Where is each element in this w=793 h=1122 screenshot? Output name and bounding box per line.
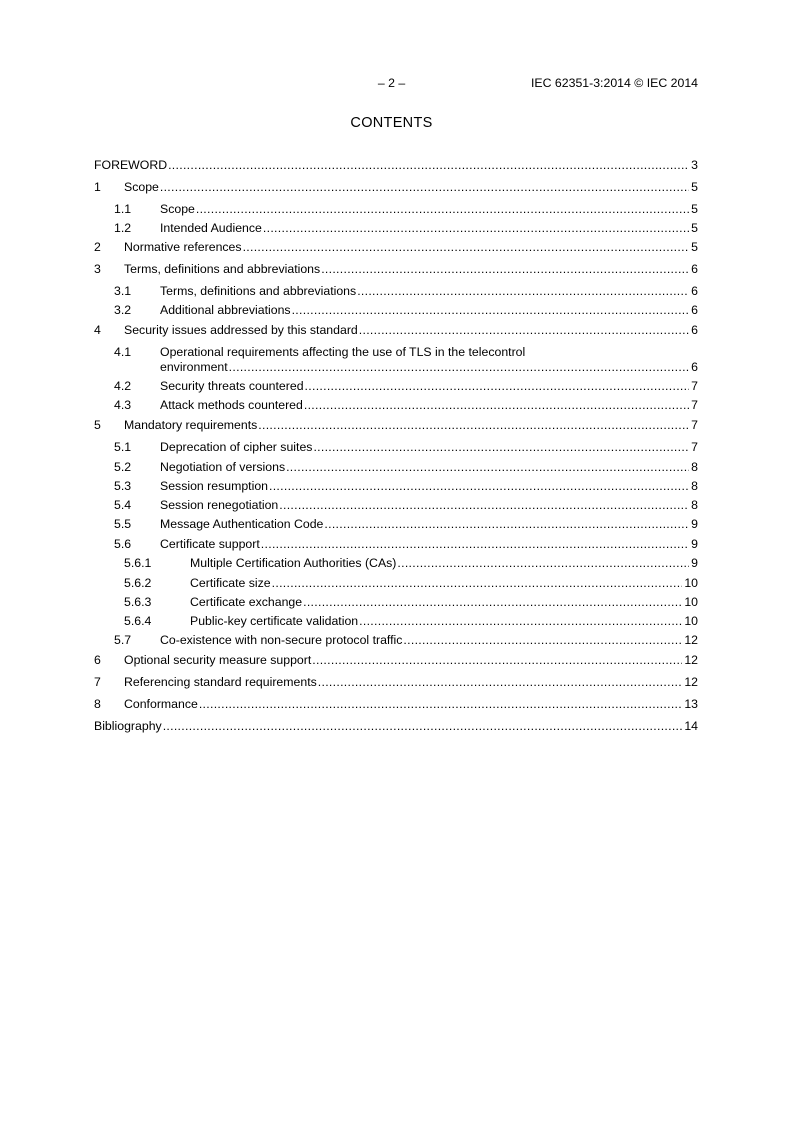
toc-leader-dots: [168, 158, 689, 173]
toc-entry-page: 5: [691, 180, 698, 194]
toc-entry-number: 8: [94, 697, 101, 711]
toc-entry-page: 8: [691, 479, 698, 493]
toc-entry-number: 5.6.1: [124, 556, 152, 570]
toc-entry-number: 7: [94, 675, 101, 689]
toc-entry-page: 12: [684, 633, 698, 647]
toc-leader-dots: [357, 284, 689, 299]
toc-leader-dots: [261, 537, 689, 552]
toc-entry-number: 4.3: [114, 398, 132, 412]
toc-entry-title: Optional security measure support: [124, 653, 312, 667]
toc-leader-dots: [243, 240, 690, 255]
toc-entry-page: 7: [691, 379, 698, 393]
page-number: – 2 –: [377, 76, 406, 90]
toc-entry-page: 10: [684, 614, 698, 628]
toc-leader-dots: [318, 675, 683, 690]
toc-entry-title: Terms, definitions and abbreviations: [160, 284, 357, 298]
toc-leader-dots: [272, 576, 683, 591]
toc-entry-title: Security threats countered: [160, 379, 304, 393]
toc-entry-title: Intended Audience: [160, 221, 262, 235]
toc-leader-dots: [312, 653, 682, 668]
toc-entry-number: 6: [94, 653, 101, 667]
toc-entry-page: 7: [691, 398, 698, 412]
toc-entry-number: 1.1: [114, 202, 132, 216]
toc-entry-title: Mandatory requirements: [124, 418, 258, 432]
toc-leader-dots: [359, 323, 689, 338]
toc-entry-page: 5: [691, 202, 698, 216]
toc-entry-page: 14: [684, 719, 698, 733]
toc-entry-page: 6: [691, 284, 698, 298]
toc-entry-title: Terms, definitions and abbreviations: [124, 262, 321, 276]
toc-entry-title-continued: environment: [160, 360, 228, 374]
toc-entry-number: 5.6.3: [124, 595, 152, 609]
toc-entry-page: 5: [691, 240, 698, 254]
toc-entry-page: 8: [691, 460, 698, 474]
toc-entry-page: 9: [691, 537, 698, 551]
toc-leader-dots: [324, 517, 689, 532]
toc-leader-dots: [229, 360, 689, 375]
toc-entry-title: Co-existence with non-secure protocol traffic: [160, 633, 403, 647]
toc-entry-title: Public-key certificate validation: [190, 614, 359, 628]
toc-entry-title: Scope: [160, 202, 195, 216]
document-reference: IEC 62351-3:2014 © IEC 2014: [531, 76, 698, 90]
toc-entry-page: 6: [691, 303, 698, 317]
toc-entry-page: 7: [691, 440, 698, 454]
toc-leader-dots: [359, 614, 682, 629]
toc-entry-number: 4.1: [114, 345, 132, 359]
toc-entry-title: Referencing standard requirements: [124, 675, 317, 689]
toc-entry-page: 12: [684, 653, 698, 667]
toc-entry-number: 3: [94, 262, 101, 276]
toc-leader-dots: [196, 202, 689, 217]
toc-leader-dots: [279, 498, 689, 513]
toc-entry-title: Session renegotiation: [160, 498, 279, 512]
toc-entry-title: FOREWORD: [94, 158, 168, 172]
toc-entry-page: 9: [691, 517, 698, 531]
toc-entry-number: 3.1: [114, 284, 132, 298]
page-title: CONTENTS: [350, 115, 433, 131]
toc-entry-page: 6: [691, 262, 698, 276]
toc-entry-title: Certificate support: [160, 537, 260, 551]
toc-entry-page: 12: [684, 675, 698, 689]
toc-entry-title: Session resumption: [160, 479, 268, 493]
toc-entry-title: Scope: [124, 180, 159, 194]
toc-entry-page: 10: [684, 576, 698, 590]
toc-entry-title: Deprecation of cipher suites: [160, 440, 313, 454]
toc-entry-number: 5.6: [114, 537, 132, 551]
toc-leader-dots: [269, 479, 689, 494]
toc-entry-title: Negotiation of versions: [160, 460, 286, 474]
toc-leader-dots: [305, 379, 690, 394]
toc-leader-dots: [286, 460, 689, 475]
toc-leader-dots: [313, 440, 689, 455]
toc-entry-number: 4: [94, 323, 101, 337]
toc-entry-page: 8: [691, 498, 698, 512]
toc-leader-dots: [403, 633, 682, 648]
toc-entry-number: 5.6.2: [124, 576, 152, 590]
toc-entry-title: Normative references: [124, 240, 242, 254]
toc-entry-page: 9: [691, 556, 698, 570]
toc-entry-page: 3: [691, 158, 698, 172]
toc-entry-title: Operational requirements affecting the use of TLS in the telecontrol: [160, 345, 526, 359]
toc-entry-title: Bibliography: [94, 719, 162, 733]
toc-entry-number: 3.2: [114, 303, 132, 317]
toc-leader-dots: [303, 595, 682, 610]
toc-entry-page: 6: [691, 360, 698, 374]
toc-entry-number: 5.1: [114, 440, 132, 454]
toc-entry-number: 5.6.4: [124, 614, 152, 628]
toc-entry-page: 13: [684, 697, 698, 711]
toc-leader-dots: [263, 221, 689, 236]
toc-entry-number: 5.5: [114, 517, 132, 531]
toc-entry-title: Certificate size: [190, 576, 271, 590]
toc-leader-dots: [292, 303, 690, 318]
toc-entry-title: Additional abbreviations: [160, 303, 291, 317]
toc-entry-number: 5: [94, 418, 101, 432]
toc-leader-dots: [321, 262, 689, 277]
toc-entry-title: Multiple Certification Authorities (CAs): [190, 556, 397, 570]
toc-leader-dots: [258, 418, 689, 433]
toc-entry-page: 7: [691, 418, 698, 432]
toc-entry-number: 4.2: [114, 379, 132, 393]
toc-entry-title: Attack methods countered: [160, 398, 303, 412]
toc-entry-page: 6: [691, 323, 698, 337]
toc-entry-number: 1.2: [114, 221, 132, 235]
toc-entry-number: 5.2: [114, 460, 132, 474]
toc-entry-title: Conformance: [124, 697, 198, 711]
toc-leader-dots: [160, 180, 689, 195]
toc-leader-dots: [304, 398, 689, 413]
toc-entry-number: 1: [94, 180, 101, 194]
toc-leader-dots: [163, 719, 683, 734]
toc-entry-title: Certificate exchange: [190, 595, 303, 609]
toc-entry-title: Message Authentication Code: [160, 517, 324, 531]
toc-entry-number: 2: [94, 240, 101, 254]
toc-leader-dots: [397, 556, 689, 571]
toc-entry-number: 5.4: [114, 498, 132, 512]
toc-entry-number: 5.7: [114, 633, 132, 647]
toc-entry-page: 5: [691, 221, 698, 235]
toc-entry-number: 5.3: [114, 479, 132, 493]
toc-entry-title: Security issues addressed by this standard: [124, 323, 358, 337]
toc-leader-dots: [199, 697, 682, 712]
toc-entry-page: 10: [684, 595, 698, 609]
